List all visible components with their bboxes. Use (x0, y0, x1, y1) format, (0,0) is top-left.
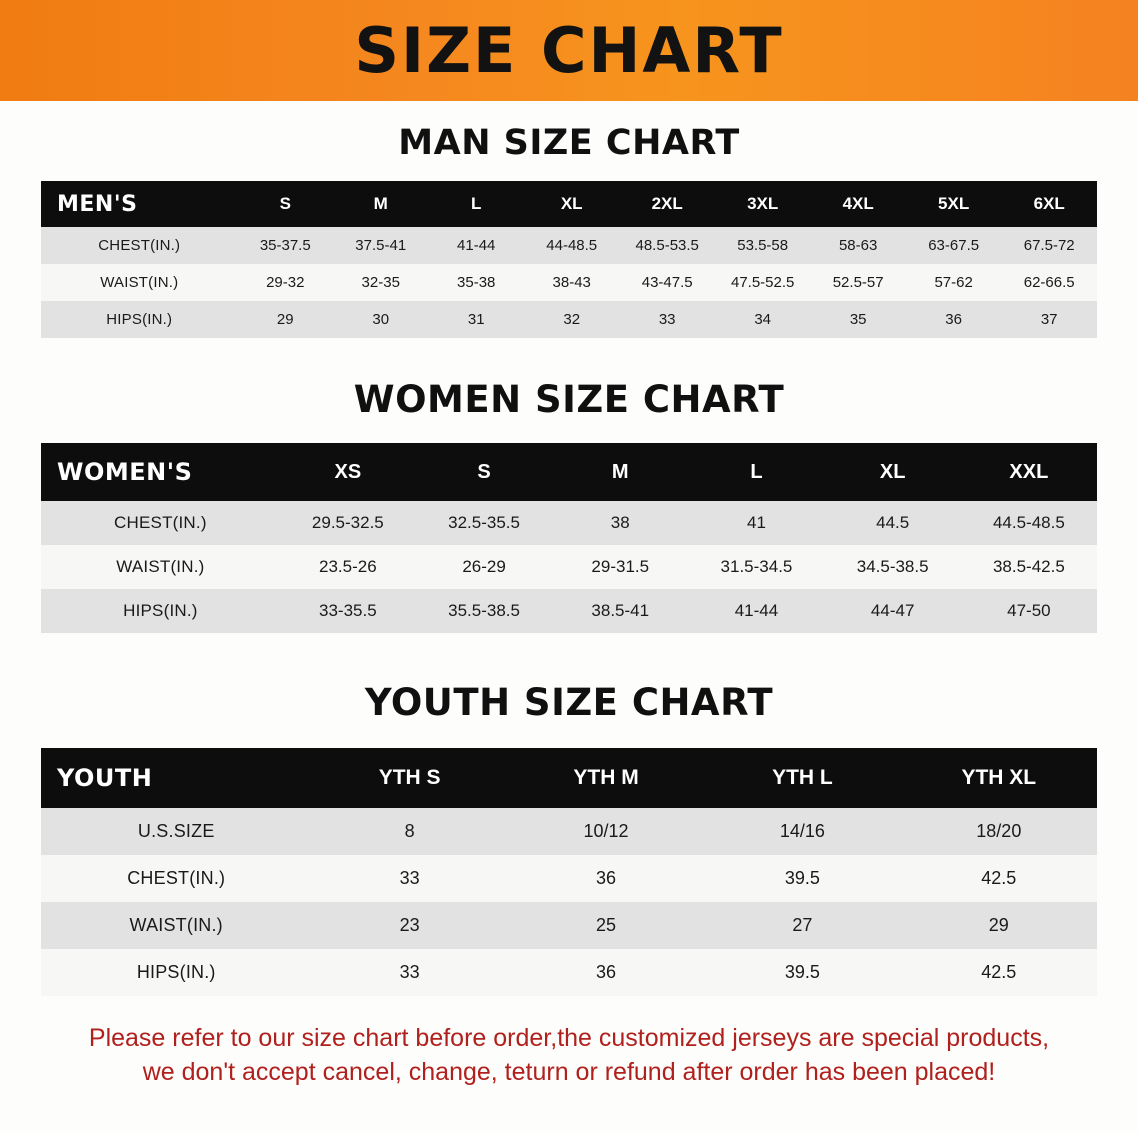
man-cell: 58-63 (838, 237, 878, 254)
table-row (41, 264, 1097, 301)
man-cell: 63-67.5 (928, 237, 980, 254)
women-cell: 23.5-26 (319, 557, 377, 576)
man-size-header: XL (560, 194, 583, 213)
man-size-header: 4XL (842, 194, 874, 213)
man-section-title: MAN SIZE CHART (398, 123, 740, 163)
man-cell: 35 (849, 311, 867, 328)
man-corner-label: MEN'S (57, 191, 138, 217)
youth-cell: 18/20 (976, 821, 1022, 841)
youth-corner-label: YOUTH (57, 764, 153, 792)
women-cell: 41-44 (734, 601, 779, 620)
women-size-header: S (477, 460, 491, 483)
youth-size-table-wrap (41, 748, 1097, 996)
table-row (41, 227, 1097, 264)
youth-header-row (41, 748, 1097, 808)
youth-cell: 29 (988, 915, 1009, 935)
man-size-header: 2XL (651, 194, 683, 213)
youth-cell: 14/16 (779, 821, 825, 841)
youth-row-label: WAIST(IN.) (129, 915, 223, 935)
women-cell: 38.5-41 (591, 601, 650, 620)
man-cell: 37 (1040, 311, 1058, 328)
women-table-head (41, 443, 1097, 501)
man-size-header: 6XL (1033, 194, 1065, 213)
man-cell: 30 (372, 311, 390, 328)
youth-row-label: U.S.SIZE (137, 821, 215, 841)
man-size-header: S (279, 194, 291, 213)
youth-cell: 33 (399, 868, 420, 888)
women-row-label: CHEST(IN.) (114, 513, 207, 532)
women-cell: 33-35.5 (319, 601, 377, 620)
women-size-header: XL (879, 460, 906, 483)
women-cell: 29-31.5 (591, 557, 650, 576)
youth-size-header: YTH XL (961, 766, 1037, 789)
women-size-table (41, 443, 1097, 633)
man-size-header: 5XL (938, 194, 970, 213)
man-cell: 36 (945, 311, 962, 328)
man-cell: 32-35 (361, 274, 400, 291)
women-size-table-wrap (41, 443, 1097, 633)
women-cell: 44.5 (876, 513, 910, 532)
man-cell: 37.5-41 (355, 237, 407, 254)
women-cell: 26-29 (462, 557, 506, 576)
women-cell: 35.5-38.5 (448, 601, 520, 620)
man-cell: 44-48.5 (546, 237, 598, 254)
youth-cell: 27 (792, 915, 813, 935)
women-cell: 34.5-38.5 (856, 557, 929, 576)
youth-size-header: YTH M (573, 766, 639, 789)
man-size-header: M (373, 194, 388, 213)
youth-cell: 23 (399, 915, 420, 935)
women-cell: 47-50 (1007, 601, 1051, 620)
table-row (41, 545, 1097, 589)
youth-cell: 25 (596, 915, 617, 935)
women-cell: 38 (610, 513, 630, 532)
women-row-label: HIPS(IN.) (123, 601, 198, 620)
table-row (41, 902, 1097, 949)
man-size-table (41, 181, 1097, 338)
women-cell: 38.5-42.5 (992, 557, 1065, 576)
man-cell: 47.5-52.5 (730, 274, 795, 291)
youth-row-label: CHEST(IN.) (127, 868, 226, 888)
youth-cell: 8 (404, 821, 415, 841)
man-cell: 67.5-72 (1023, 237, 1075, 254)
women-size-header: XXL (1009, 460, 1049, 483)
women-cell: 41 (747, 513, 766, 532)
youth-cell: 33 (399, 962, 420, 982)
man-cell: 48.5-53.5 (635, 237, 699, 254)
women-cell: 29.5-32.5 (311, 513, 384, 532)
man-cell: 29 (276, 311, 294, 328)
youth-section-title: YOUTH SIZE CHART (364, 681, 774, 724)
table-row (41, 301, 1097, 338)
women-header-row (41, 443, 1097, 501)
table-row (41, 855, 1097, 902)
policy-note-line-1: Please refer to our size chart before order,the customized jerseys are special products, (88, 1024, 1050, 1052)
man-table-head (41, 181, 1097, 227)
youth-table-head (41, 748, 1097, 808)
man-cell: 53.5-58 (737, 237, 789, 254)
youth-table-body (41, 808, 1097, 996)
man-cell: 62-66.5 (1023, 274, 1075, 291)
women-size-header: L (750, 460, 763, 483)
man-cell: 35-38 (457, 274, 496, 291)
man-cell: 29-32 (266, 274, 305, 291)
women-corner-label: WOMEN'S (57, 458, 193, 486)
policy-note-line-2: we don't accept cancel, change, teturn or refund after order has been placed! (142, 1057, 996, 1086)
youth-row-label: HIPS(IN.) (136, 962, 216, 982)
youth-cell: 39.5 (784, 868, 820, 888)
youth-cell: 36 (596, 868, 617, 888)
page-title: SIZE CHART (354, 13, 784, 87)
man-size-header: L (471, 194, 482, 213)
policy-note (40, 1022, 1098, 1090)
man-cell: 38-43 (552, 274, 591, 291)
man-cell: 52.5-57 (832, 274, 884, 291)
women-cell: 32.5-35.5 (448, 513, 520, 532)
women-table-body (41, 501, 1097, 633)
man-header-row (41, 181, 1097, 227)
youth-cell: 42.5 (981, 962, 1017, 982)
man-cell: 34 (754, 311, 772, 328)
man-row-label: WAIST(IN.) (100, 274, 179, 291)
women-section-title: WOMEN SIZE CHART (353, 378, 785, 421)
man-cell: 57-62 (934, 274, 973, 291)
youth-size-table (41, 748, 1097, 996)
man-table-body (41, 227, 1097, 338)
youth-cell: 36 (596, 962, 617, 982)
women-size-header: M (611, 460, 629, 483)
man-cell: 33 (658, 311, 676, 328)
women-row-label: WAIST(IN.) (116, 557, 205, 576)
youth-size-header: YTH L (772, 766, 833, 789)
youth-size-header: YTH S (378, 766, 441, 789)
man-cell: 31 (467, 311, 485, 328)
youth-cell: 42.5 (981, 868, 1017, 888)
man-size-table-wrap (41, 181, 1097, 338)
man-cell: 35-37.5 (259, 237, 311, 254)
women-cell: 31.5-34.5 (720, 557, 793, 576)
youth-cell: 10/12 (583, 821, 629, 841)
man-cell: 43-47.5 (641, 274, 693, 291)
man-cell: 32 (563, 311, 581, 328)
youth-cell: 39.5 (784, 962, 820, 982)
table-row (41, 808, 1097, 855)
table-row (41, 501, 1097, 545)
women-cell: 44-47 (870, 601, 915, 620)
women-cell: 44.5-48.5 (992, 513, 1065, 532)
table-row (41, 589, 1097, 633)
man-cell: 41-44 (457, 237, 496, 254)
women-size-header: XS (334, 460, 362, 483)
table-row (41, 949, 1097, 996)
man-size-header: 3XL (747, 194, 779, 213)
man-row-label: HIPS(IN.) (106, 311, 173, 328)
page-banner (0, 0, 1138, 101)
man-row-label: CHEST(IN.) (98, 237, 181, 254)
